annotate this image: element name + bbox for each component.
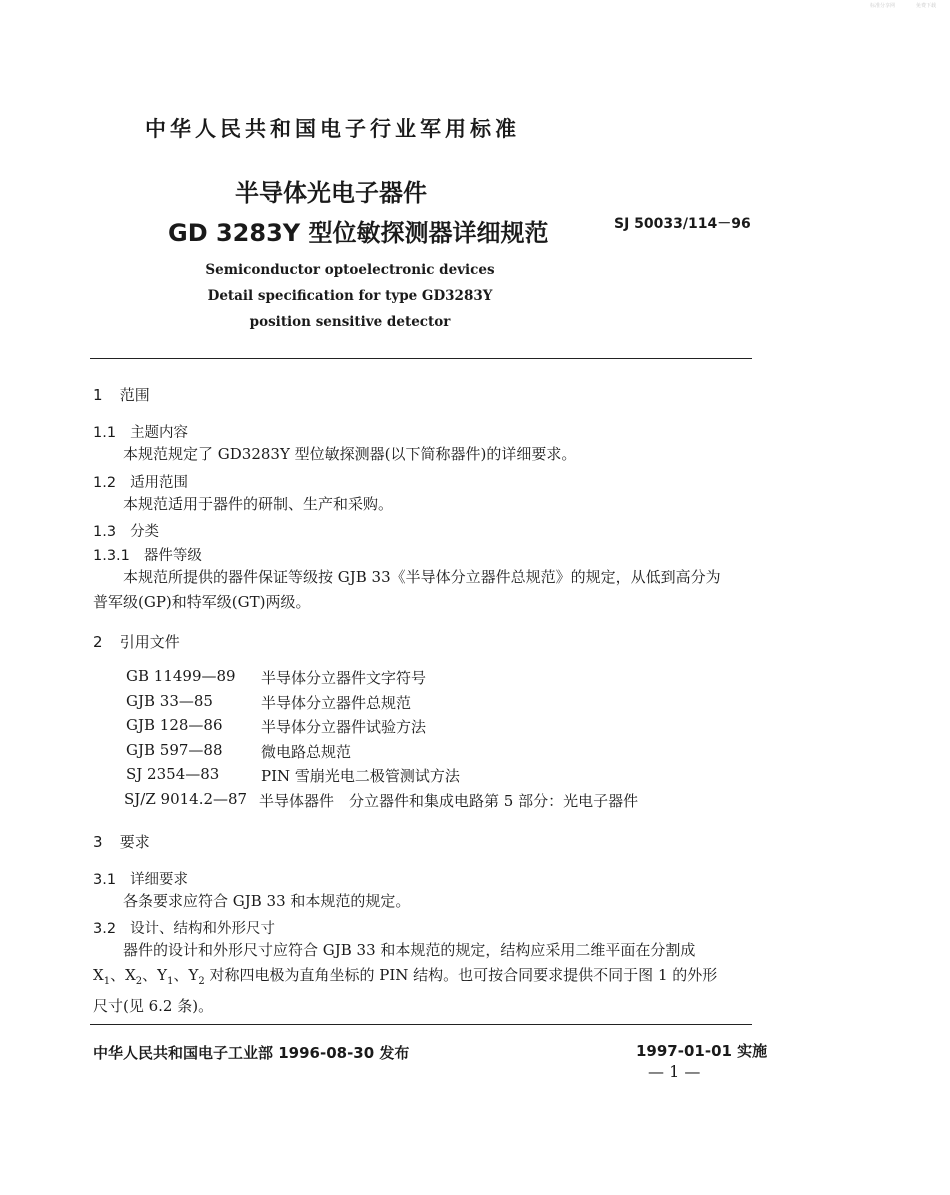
watermark-right: 免费下载	[916, 3, 937, 9]
separator: 、	[142, 966, 158, 984]
subsection-heading-1-1	[93, 421, 188, 442]
paragraph-1-1: 本规范规定了 GD3283Y 型位敏探测器(以下简称器件)的详细要求。	[123, 445, 577, 463]
section-heading-1	[93, 384, 150, 405]
reference-title: 半导体分立器件总规范	[261, 694, 412, 712]
subsection-number: 1.3.1	[93, 548, 130, 564]
section-heading-3	[93, 831, 150, 852]
paragraph-line	[93, 963, 753, 994]
paragraph-line: 普军级(GP)和特军级(GT)两级。	[93, 593, 311, 611]
title-en-line3: position sensitive detector	[249, 314, 451, 330]
title-en-line1: Semiconductor optoelectronic devices	[205, 262, 495, 278]
section-number: 3	[93, 833, 103, 851]
subsection-heading-3-2	[93, 917, 275, 938]
electrode-y1: $Y_1$	[157, 966, 174, 987]
standard-code: SJ 50033/114－96	[614, 216, 751, 232]
reference-title: 半导体分立器件文字符号	[261, 669, 427, 687]
subsection-number: 1.2	[93, 475, 117, 491]
subsection-title: 适用范围	[130, 475, 189, 491]
standard-series-heading: 中华人民共和国电子行业军用标准	[145, 117, 520, 141]
section-heading-2	[93, 631, 180, 652]
reference-title: 微电路总规范	[261, 743, 352, 761]
paragraph-line: 本规范所提供的器件保证等级按 GJB 33《半导体分立器件总规范》的规定，从低到高分为	[123, 568, 721, 586]
footer-divider	[90, 1024, 752, 1025]
page-number: — 1 —	[648, 1062, 701, 1081]
subsection-title: 主题内容	[130, 425, 189, 441]
reference-title: 半导体器件 分立器件和集成电路第 5 部分：光电子器件	[259, 792, 639, 810]
paragraph-3-1: 各条要求应符合 GJB 33 和本规范的规定。	[123, 892, 411, 910]
paragraph-line: 尺寸(见 6.2 条)。	[93, 997, 214, 1015]
subsection-heading-1-3-1	[93, 544, 202, 565]
subsection-title: 详细要求	[130, 872, 189, 888]
subsection-title: 分类	[130, 524, 160, 540]
paragraph-text: 对称四电极为直角坐标的 PIN 结构。也可按合同要求提供不同于图 1 的外形	[204, 966, 718, 984]
title-cn-line1: 半导体光电子器件	[235, 179, 427, 207]
reference-code: SJ/Z 9014.2—87	[124, 790, 248, 808]
subsection-heading-3-1	[93, 868, 188, 889]
reference-code: GJB 128—86	[126, 716, 223, 734]
section-number: 2	[93, 633, 103, 651]
section-title: 要求	[119, 833, 150, 851]
electrode-x1: $X_1$	[93, 966, 111, 987]
separator: 、	[173, 966, 189, 984]
subsection-number: 3.1	[93, 872, 117, 888]
paragraph-3-2	[93, 938, 753, 1019]
subsection-number: 3.2	[93, 921, 117, 937]
electrode-y2: $Y_2$	[188, 966, 205, 987]
issue-statement: 中华人民共和国电子工业部 1996-08-30 发布	[93, 1044, 410, 1062]
reference-code: GJB 597—88	[126, 741, 223, 759]
electrode-x2: $X_2$	[125, 966, 143, 987]
subsection-number: 1.3	[93, 524, 117, 540]
section-title: 引用文件	[119, 633, 180, 651]
paragraph-1-2: 本规范适用于器件的研制、生产和采购。	[123, 495, 394, 513]
subsection-number: 1.1	[93, 425, 117, 441]
reference-code: GJB 33—85	[126, 692, 213, 710]
section-title: 范围	[119, 386, 150, 404]
subsection-title: 设计、结构和外形尺寸	[130, 921, 276, 937]
separator: 、	[110, 966, 126, 984]
paragraph-line: 器件的设计和外形尺寸应符合 GJB 33 和本规范的规定，结构应采用二维平面在分割成	[123, 941, 696, 959]
effective-date: 1997-01-01 实施	[636, 1042, 768, 1060]
reference-code: SJ 2354—83	[126, 765, 220, 783]
header-divider	[90, 358, 752, 359]
watermark-left: 标准分享网	[870, 3, 896, 9]
subsection-heading-1-3	[93, 520, 159, 541]
title-cn-line2: GD 3283Y 型位敏探测器详细规范	[168, 219, 549, 247]
reference-title: 半导体分立器件试验方法	[261, 718, 427, 736]
title-en-line2: Detail specification for type GD3283Y	[207, 288, 493, 304]
paragraph-1-3-1	[93, 565, 753, 615]
subsection-title: 器件等级	[143, 548, 202, 564]
reference-title: PIN 雪崩光电二极管测试方法	[261, 767, 460, 785]
subsection-heading-1-2	[93, 471, 188, 492]
reference-code: GB 11499—89	[126, 667, 236, 685]
section-number: 1	[93, 386, 103, 404]
